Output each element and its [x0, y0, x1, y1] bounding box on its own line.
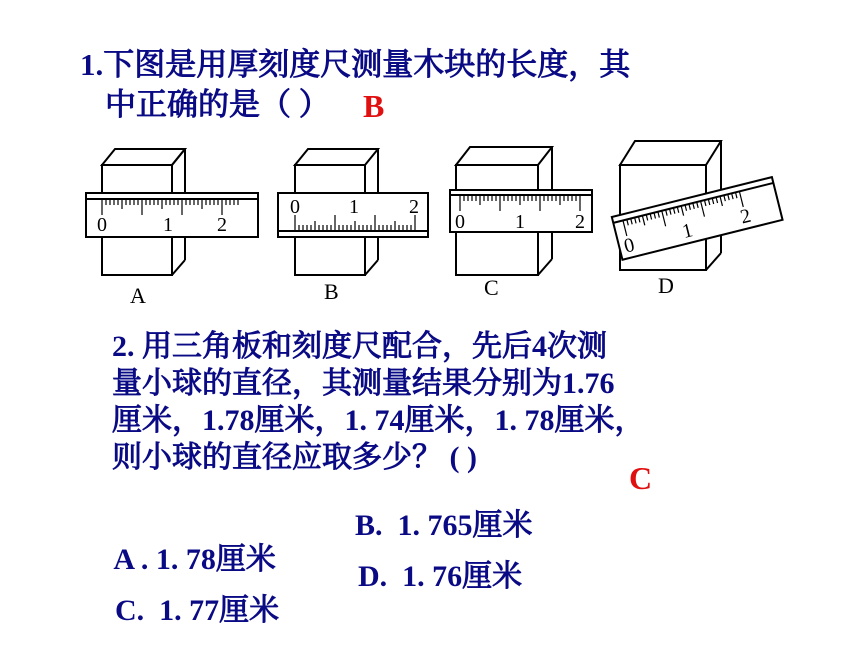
question-2-line-1: 2. 用三角板和刻度尺配合，先后4次测: [112, 330, 607, 363]
question-1-answer: B: [363, 88, 385, 124]
figure-a-tick-2: 2: [217, 214, 227, 236]
figure-a-label: A: [130, 283, 146, 308]
figure-c-label: C: [484, 275, 499, 300]
figure-a-tick-0: 0: [97, 214, 107, 236]
figure-c-tick-2: 2: [575, 211, 585, 233]
question-2-line-3: 厘米，1.78厘米，1. 74厘米，1. 78厘米，: [112, 404, 645, 437]
option-d: D. 1. 76厘米: [358, 560, 523, 593]
options-row-2: [100, 551, 523, 663]
figure-c-tick-1: 1: [515, 211, 525, 233]
figure-d-label: D: [658, 273, 674, 298]
question-1-line-2: 中正确的是（ ）: [105, 87, 330, 122]
ruler-figures: [80, 135, 800, 310]
figure-b-label: B: [324, 279, 339, 304]
question-2-answer: C: [629, 460, 653, 496]
figure-d: [612, 141, 783, 270]
option-c: C. 1. 77厘米: [115, 594, 280, 627]
figure-b-tick-2: 2: [409, 196, 419, 218]
figure-a: [86, 149, 258, 275]
figure-b-tick-1: 1: [349, 196, 359, 218]
question-2: [112, 328, 812, 476]
figure-d-tick-0: 0: [621, 233, 637, 258]
figure-c-tick-0: 0: [455, 211, 465, 233]
figure-a-tick-1: 1: [163, 214, 173, 236]
question-1-line-1: 1.下图是用厚刻度尺测量木块的长度，其: [80, 47, 631, 82]
figure-d-tick-2: 2: [738, 204, 754, 229]
question-2-line-2: 量小球的直径，其测量结果分别为1.76: [112, 367, 615, 400]
question-1: [80, 45, 780, 125]
option-a: A . 1. 78厘米: [113, 543, 276, 576]
question-2-line-4: 则小球的直径应取多少？ ( ): [112, 441, 477, 474]
figure-b-tick-0: 0: [290, 196, 300, 218]
figure-d-tick-1: 1: [679, 219, 695, 244]
option-b: B. 1. 765厘米: [355, 509, 533, 542]
